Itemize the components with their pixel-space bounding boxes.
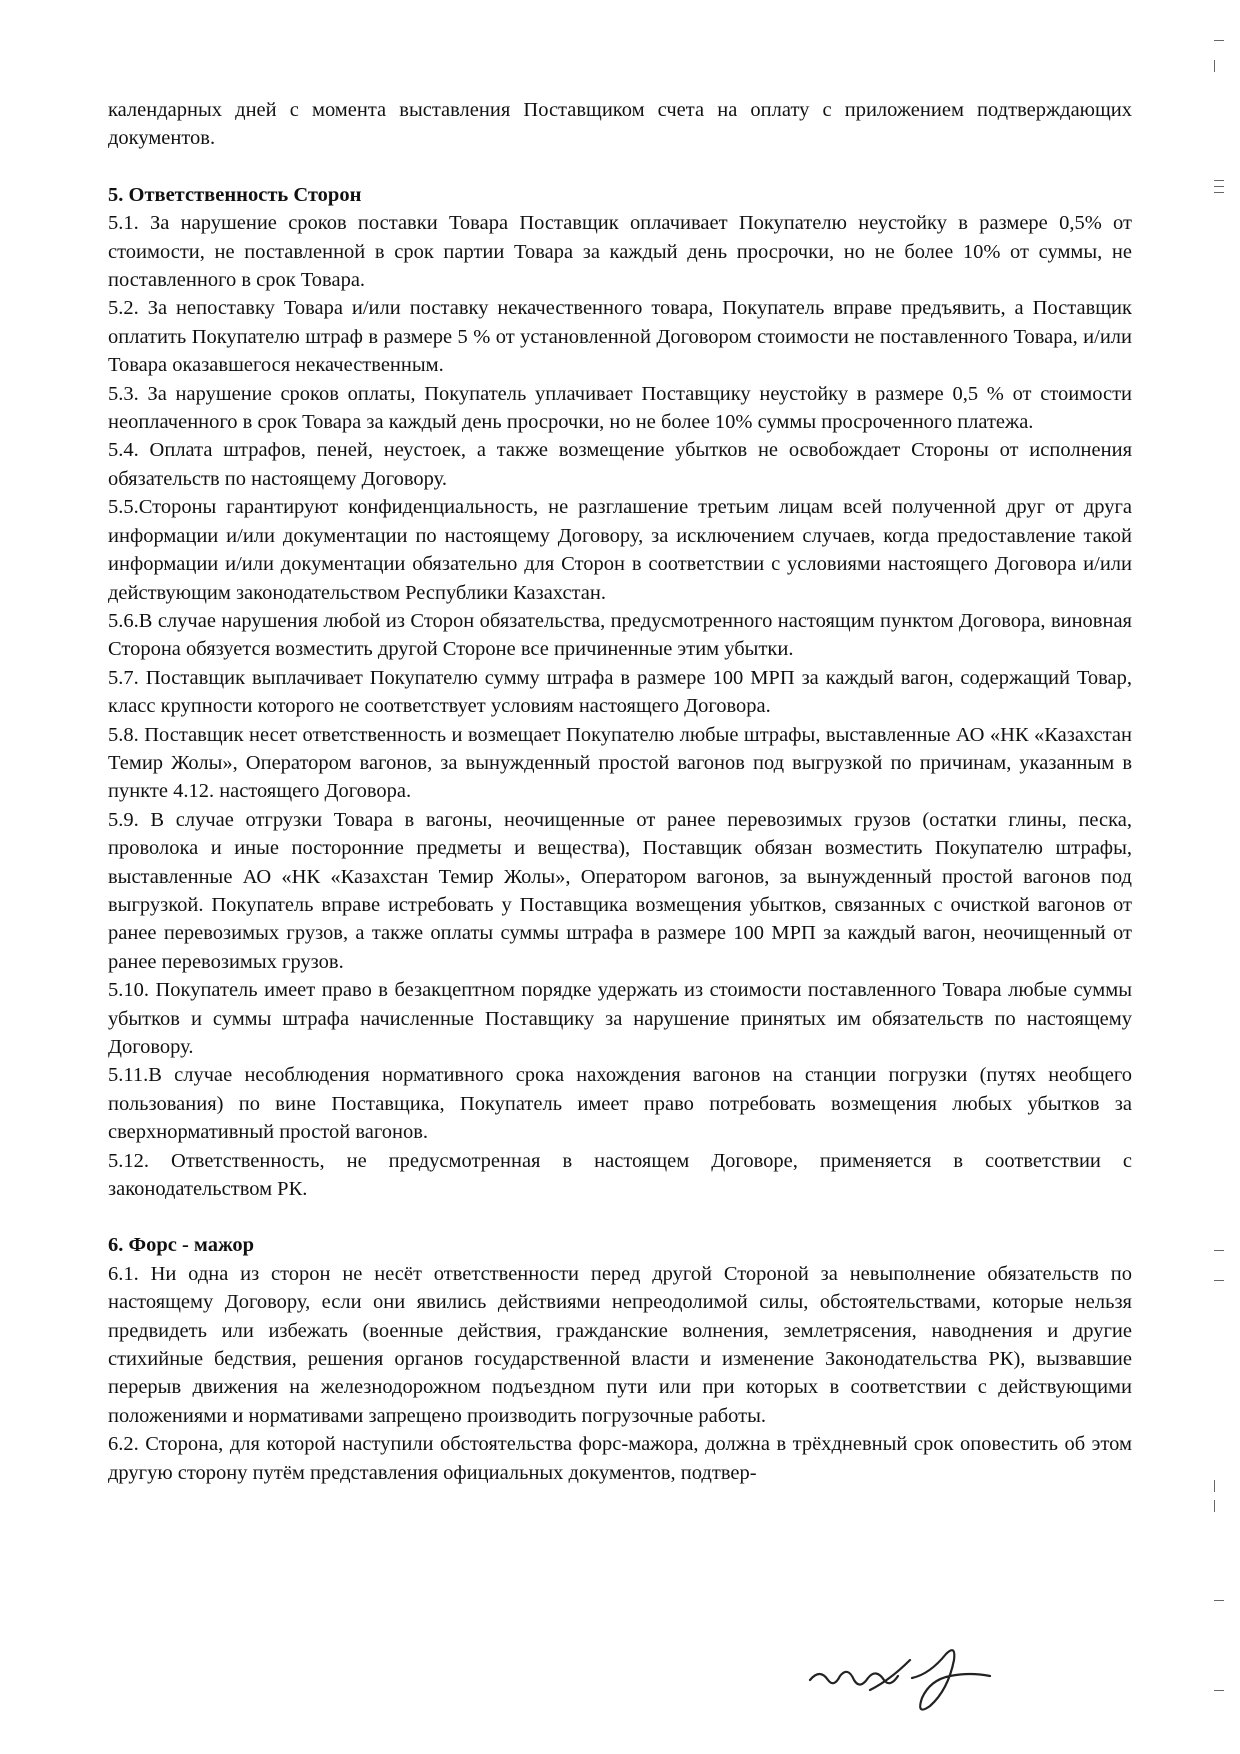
section-5-title: 5. Ответственность Сторон	[108, 183, 362, 206]
clause-5-12: 5.12. Ответственность, не предусмотренная в настоящем Договоре, применяется в соответствии с законодательством РК.	[108, 1149, 1132, 1201]
scan-edge-marks	[1208, 0, 1232, 1754]
section-6-title: 6. Форс - мажор	[108, 1234, 255, 1257]
clause-5-7: 5.7. Поставщик выплачивает Покупателю сумму штрафа в размере 100 МРП за каждый вагон, содержащий Товар, класс крупности которого не соответствует условиям настоящего Договора.	[108, 666, 1132, 718]
document-body	[108, 96, 1132, 1487]
clause-5-9: 5.9. В случае отгрузки Товара в вагоны, неочищенные от ранее перевозимых грузов (остатки глины, песка, проволока и иные посторонние предметы и вещества), Поставщик обязан возместить Покупателю штрафы, выставленные АО «НК «Казахстан Темир Жолы», Оператором вагонов, за вынужденный простой вагонов под выгрузкой. Покупатель вправе истребовать у Поставщика возмещения убытков, связанных с очисткой вагонов от ранее перевозимых грузов, а также оплаты суммы штрафа в размере 100 МРП за каждый вагон, неочищенный от ранее перевозимых грузов.	[108, 808, 1132, 973]
clause-5-5: 5.5.Стороны гарантируют конфиденциальность, не разглашение третьим лицам всей полученной друг от друга информации и/или документации по настоящему Договору, за исключением случаев, когда предоставление такой информации и/или документации обязательно для Сторон в соответствии с условиями настоящего Договора и/или действующим законодательством Республики Казахстан.	[108, 496, 1132, 604]
handwritten-signature	[800, 1640, 1100, 1720]
clause-5-8: 5.8. Поставщик несет ответственность и возмещает Покупателю любые штрафы, выставленные АО «НК «Казахстан Темир Жолы», Оператором вагонов, за вынужденный простой вагонов под выгрузкой по причинам, указанным в пункте 4.12. настоящего Договора.	[108, 723, 1132, 803]
clause-5-6: 5.6.В случае нарушения любой из Сторон обязательства, предусмотренного настоящим пунктом Договора, виновная Сторона обязуется возместить другой Стороне все причиненные этим убытки.	[108, 609, 1132, 661]
clause-5-2: 5.2. За непоставку Товара и/или поставку некачественного товара, Покупатель вправе предъявить, а Поставщик оплатить Покупателю штраф в размере 5 % от установленной Договором стоимости не поставленного Товара, и/или Товара оказавшегося некачественным.	[108, 297, 1132, 377]
clause-6-2: 6.2. Сторона, для которой наступили обстоятельства форс-мажора, должна в трёхдневный срок оповестить об этом другую сторону путём представления официальных документов, подтвер-	[108, 1433, 1132, 1484]
clause-5-11: 5.11.В случае несоблюдения нормативного срока нахождения вагонов на станции погрузки (путях необщего пользования) по вине Поставщика, Покупатель имеет право потребовать возмещения любых убытков за сверхнормативный простой вагонов.	[108, 1064, 1132, 1144]
clause-5-10: 5.10. Покупатель имеет право в безакцептном порядке удержать из стоимости поставленного Товара любые суммы убытков и суммы штрафа начисленные Поставщику за нарушение принятых им обязательств по настоящему Договору.	[108, 979, 1132, 1058]
clause-5-1: 5.1. За нарушение сроков поставки Товара Поставщик оплачивает Покупателю неустойку в размере 0,5% от стоимости, не поставленной в срок партии Товара за каждый день просрочки, но не более 10% от суммы, не поставленного в срок Товара.	[108, 212, 1132, 292]
clause-6-1: 6.1. Ни одна из сторон не несёт ответственности перед другой Стороной за невыполнение обязательств по настоящему Договору, если они явились действиями непреодолимой силы, обстоятельствами, которые нельзя предвидеть или избежать (военные действия, гражданские волнения, землетрясения, наводнения и другие стихийные бедствия, решения органов государственной власти и изменение Законодательства РК), вызвавшие перерыв движения на железнодорожном подъездном пути или при которых в соответствии с действующими положениями и нормативами запрещено производить погрузочные работы.	[108, 1262, 1132, 1427]
intro-paragraph: календарных дней с момента выставления Поставщиком счета на оплату с приложением подтверждающих документов.	[108, 99, 1132, 150]
clause-5-4: 5.4. Оплата штрафов, пеней, неустоек, а также возмещение убытков не освобождает Стороны от исполнения обязательств по настоящему Договору.	[108, 439, 1132, 490]
clause-5-3: 5.3. За нарушение сроков оплаты, Покупатель уплачивает Поставщику неустойку в размере 0,5 % от стоимости неоплаченного в срок Товара за каждый день просрочки, но не более 10% суммы просроченного платежа.	[108, 382, 1132, 434]
